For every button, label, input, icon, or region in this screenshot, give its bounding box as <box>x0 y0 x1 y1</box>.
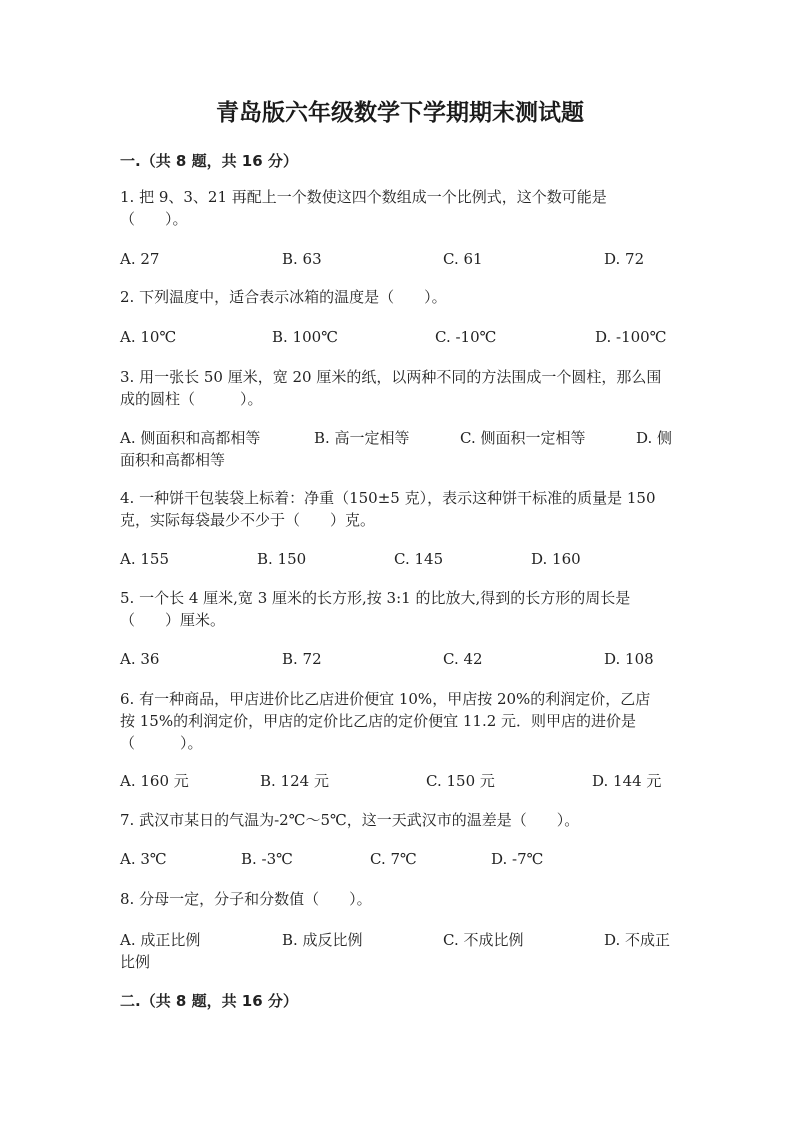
option-b: B. -3℃ <box>241 850 293 868</box>
section-heading-1: 一.（共 8 题，共 16 分） <box>120 152 298 170</box>
option-c: C. 侧面积一定相等 <box>460 429 586 447</box>
option-b: B. 成反比例 <box>282 931 363 949</box>
option-a: A. 27 <box>120 250 160 268</box>
option-d: D. 侧 面积和高都相等 <box>120 429 673 469</box>
question-1: 1. 把 9、3、21 再配上一个数使这四个数组成一个比例式，这个数可能是（ ）。 <box>120 188 607 228</box>
question-4-options <box>120 548 680 570</box>
option-a: A. 155 <box>120 550 169 568</box>
question-3: 3. 用一张长 50 厘米，宽 20 厘米的纸，以两种不同的方法围成一个圆柱，那么围成的圆柱（ ）。 <box>120 368 662 408</box>
question-3-options <box>120 427 680 469</box>
option-a: A. 160 元 <box>120 772 189 790</box>
option-a: A. 10℃ <box>120 328 177 346</box>
option-d: D. -7℃ <box>491 850 544 868</box>
option-a: A. 成正比例 <box>120 931 201 949</box>
question-1-options <box>120 248 680 270</box>
question-8-options <box>120 929 680 971</box>
question-7: 7. 武汉市某日的气温为-2℃～5℃，这一天武汉市的温差是（ ）。 <box>120 811 580 829</box>
option-c: C. 42 <box>443 650 483 668</box>
question-2: 2. 下列温度中，适合表示冰箱的温度是（ ）。 <box>120 288 447 306</box>
option-b: B. 63 <box>282 250 322 268</box>
option-c: C. 61 <box>443 250 483 268</box>
option-d: D. 160 <box>531 550 581 568</box>
question-5-options <box>120 648 680 670</box>
question-5: 5. 一个长 4 厘米,宽 3 厘米的长方形,按 3:1 的比放大,得到的长方形的周长是（ ）厘米。 <box>120 589 631 629</box>
question-4: 4. 一种饼干包装袋上标着：净重（150±5 克），表示这种饼干标准的质量是 150 克，实际每袋最少不少于（ ）克。 <box>120 489 656 529</box>
question-7-options <box>120 848 680 870</box>
option-d: D. 72 <box>604 250 645 268</box>
question-6-options <box>120 770 680 792</box>
option-a: A. 36 <box>120 650 160 668</box>
option-d: D. 144 元 <box>592 772 662 790</box>
option-c: C. 150 元 <box>426 772 495 790</box>
question-8: 8. 分母一定，分子和分数值（ ）。 <box>120 890 372 908</box>
page-title: 青岛版六年级数学下学期期末测试题 <box>216 100 584 126</box>
option-c: C. -10℃ <box>435 328 497 346</box>
option-d: D. 108 <box>604 650 654 668</box>
option-b: B. 100℃ <box>272 328 338 346</box>
option-d: D. -100℃ <box>595 328 667 346</box>
question-6: 6. 有一种商品，甲店进价比乙店进价便宜 10%，甲店按 20%的利润定价，乙店按 15%的利润定价，甲店的定价比乙店的定价便宜 11.2 元．则甲店的进价是（ ）。 <box>120 690 651 752</box>
option-d: D. 不成正 比例 <box>120 931 671 971</box>
option-a: A. 3℃ <box>120 850 167 868</box>
option-c: C. 145 <box>394 550 444 568</box>
option-c: C. 7℃ <box>370 850 417 868</box>
option-b: B. 高一定相等 <box>314 429 410 447</box>
option-b: B. 124 元 <box>260 772 329 790</box>
option-c: C. 不成比例 <box>443 931 524 949</box>
option-b: B. 150 <box>257 550 307 568</box>
option-b: B. 72 <box>282 650 322 668</box>
question-2-options <box>120 326 680 348</box>
section-heading-2: 二.（共 8 题，共 16 分） <box>120 992 298 1010</box>
option-a: A. 侧面积和高都相等 <box>120 429 261 447</box>
